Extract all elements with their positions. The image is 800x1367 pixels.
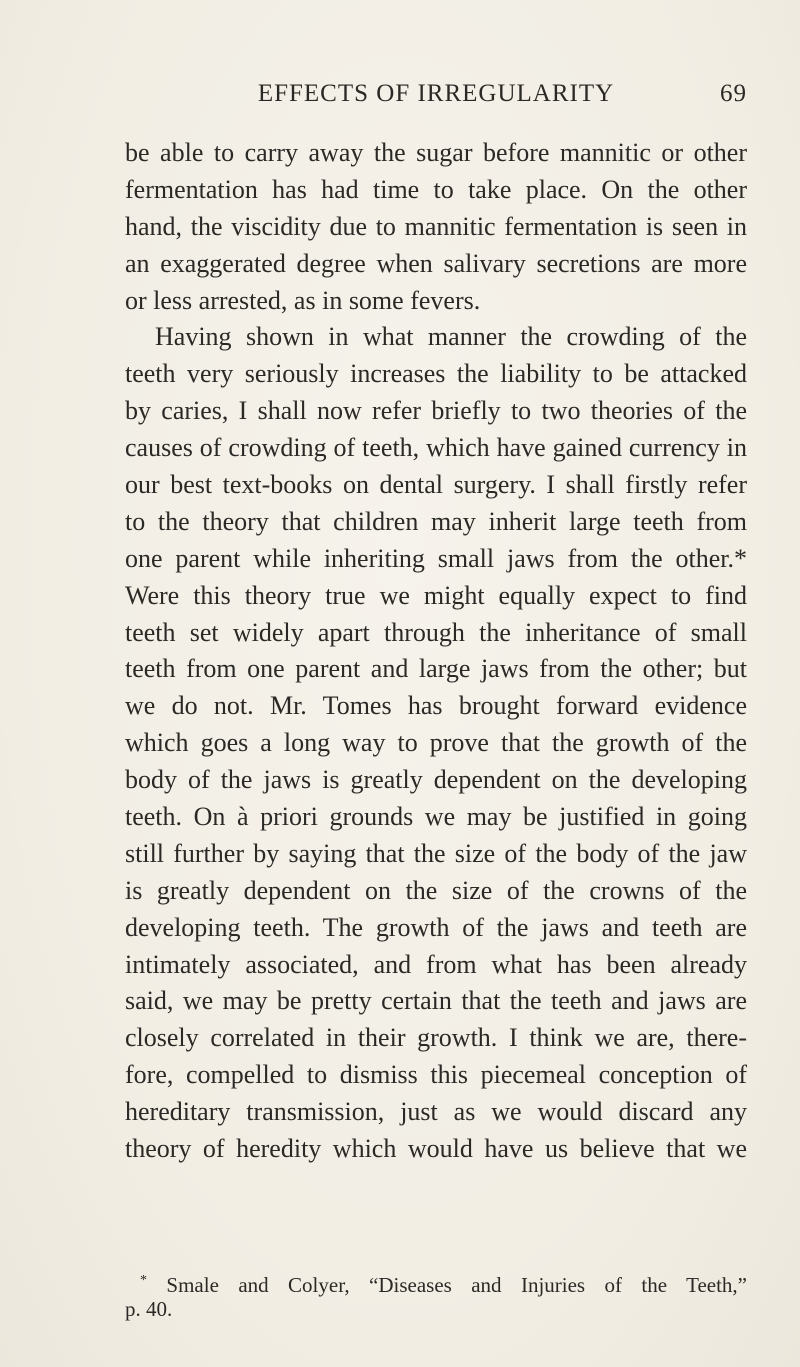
text-line: which goes a long way to prove that the growth of the bbox=[125, 728, 747, 758]
text-line: causes of crowding of teeth, which have gained currency in bbox=[125, 433, 747, 463]
footnote-line: p. 40. bbox=[125, 1297, 173, 1321]
footnote-marker: * bbox=[140, 1273, 147, 1288]
text-line: our best text-books on dental surgery. I shall firstly refer bbox=[125, 470, 747, 500]
text-line: teeth. On à priori grounds we may be justified in going bbox=[125, 802, 747, 832]
text-line: we do not. Mr. Tomes has brought forward evidence bbox=[125, 691, 747, 721]
text-line: or less arrested, as in some fevers. bbox=[125, 285, 481, 315]
text-line: is greatly dependent on the size of the crowns of the bbox=[125, 875, 747, 905]
text-line: still further by saying that the size of the body of the jaw bbox=[125, 838, 747, 868]
text-line: body of the jaws is greatly dependent on the developing bbox=[125, 765, 747, 795]
text-line: intimately associated, and from what has been already bbox=[125, 949, 747, 979]
text-line: closely correlated in their growth. I think we are, there- bbox=[125, 1023, 747, 1053]
text-line: an exaggerated degree when salivary secretions are more bbox=[125, 248, 747, 278]
text-line: hereditary transmission, just as we would discard any bbox=[125, 1097, 747, 1127]
text-line: Were this theory true we might equally expect to find bbox=[125, 580, 747, 610]
text-line: hand, the viscidity due to mannitic fermentation is seen in bbox=[125, 211, 747, 241]
footnote-text: Smale and Colyer, “Diseases and Injuries of the Teeth,” bbox=[166, 1273, 748, 1297]
text-line: said, we may be pretty certain that the teeth and jaws are bbox=[125, 986, 747, 1016]
page-number: 69 bbox=[720, 80, 747, 107]
text-line: fore, compelled to dismiss this piecemeal conception of bbox=[125, 1060, 747, 1090]
text-line: be able to carry away the sugar before mannitic or other bbox=[125, 138, 747, 167]
running-head bbox=[125, 80, 747, 120]
text-line: fermentation has had time to take place. On the other bbox=[125, 174, 747, 204]
text-line: Having shown in what manner the crowding of the bbox=[155, 322, 747, 352]
text-line: teeth very seriously increases the liability to be attacked bbox=[125, 359, 747, 389]
running-title: EFFECTS OF IRREGULARITY bbox=[257, 80, 615, 107]
text-line: to the theory that children may inherit large teeth from bbox=[125, 506, 747, 536]
body-text bbox=[125, 135, 747, 1168]
text-line: theory of heredity which would have us believe that we bbox=[125, 1134, 747, 1164]
footnote-line bbox=[125, 1267, 747, 1295]
text-line: developing teeth. The growth of the jaws and teeth are bbox=[125, 912, 747, 942]
text-line: by caries, I shall now refer briefly to two theories of the bbox=[125, 396, 747, 426]
text-line: teeth set widely apart through the inheritance of small bbox=[125, 617, 747, 647]
footnote bbox=[125, 1267, 747, 1323]
text-line: teeth from one parent and large jaws from the other; but bbox=[125, 654, 747, 684]
text-line: one parent while inheriting small jaws from the other.* bbox=[125, 543, 747, 573]
